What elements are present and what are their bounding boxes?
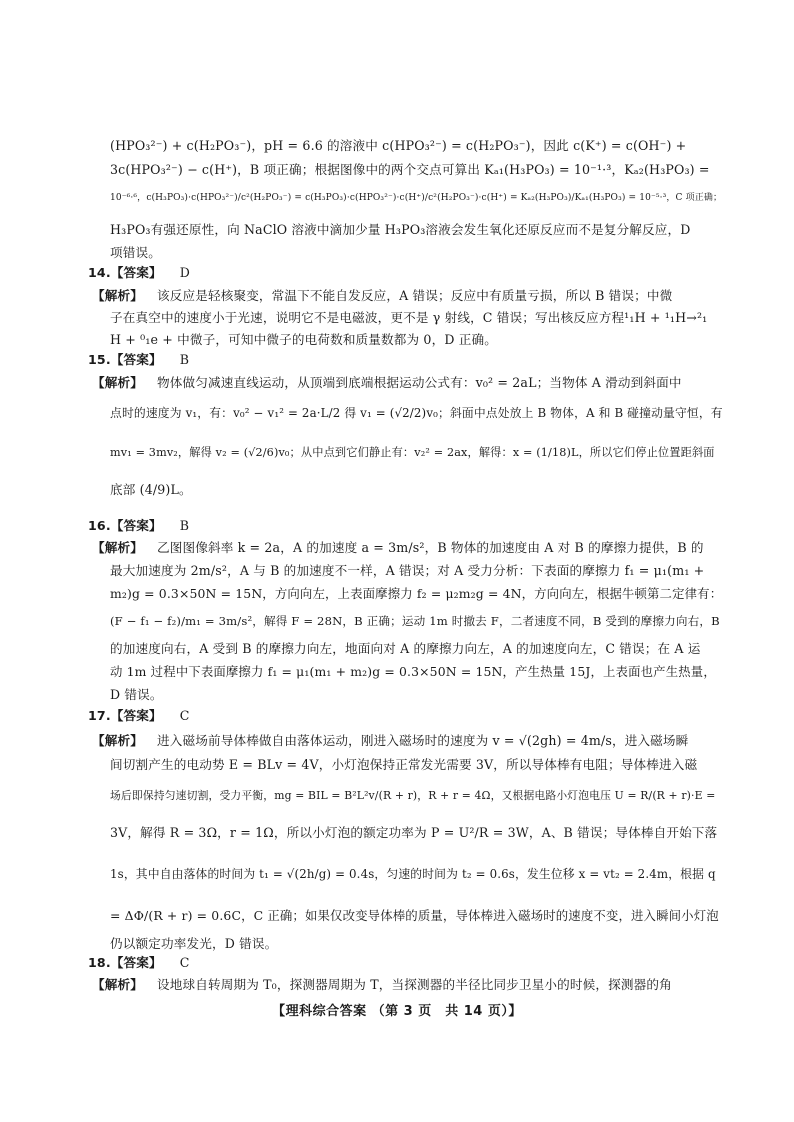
page-footer: 【理科综合答案 （第 3 页 共 14 页）】 — [272, 1004, 522, 1019]
continuation-line: (HPO₃²⁻) + c(H₂PO₃⁻)，pH = 6.6 的溶液中 c(HPO₃²⁻) = c(H₂PO₃⁻)，因此 c(K⁺) = c(OH⁻) + — [110, 138, 687, 153]
solution-line: 底部 (4/9)L。 — [110, 482, 192, 497]
continuation-line: 项错误。 — [110, 245, 161, 260]
answer-heading-17 — [88, 708, 688, 724]
solution-label: 【解析】 — [92, 540, 143, 555]
answer-heading-14 — [88, 265, 688, 281]
answer-label: 17.【答案】 — [88, 708, 162, 723]
solution-line: 的加速度向右，A 受到 B 的摩擦力向左，地面向对 A 的摩擦力向左，A 的加速度向左，C 错误；在 A 运 — [110, 641, 701, 656]
solution-line: H + ⁰₁e + 中微子，可知中微子的电荷数和质量数都为 0，D 正确。 — [110, 332, 497, 347]
answer-heading-15 — [88, 352, 688, 368]
solution-line: mv₁ = 3mv₂，解得 v₂ = (√2/6)v₀；从中点到它们静止有：v₂² = 2ax，解得：x = (1/18)L，所以它们停止位置距斜面 — [110, 446, 715, 459]
solution-line: 点时的速度为 v₁，有：v₀² − v₁² = 2a·L/2 得 v₁ = (√2/2)v₀；斜面中点处放上 B 物体，A 和 B 碰撞动量守恒，有 — [110, 406, 723, 420]
solution-line: 仍以额定功率发光，D 错误。 — [110, 936, 278, 951]
answer-label: 14.【答案】 — [88, 265, 162, 280]
solution-text: 设地球自转周期为 T₀，探测器周期为 T，当探测器的半径比同步卫星小的时候，探测器的角 — [156, 977, 672, 992]
solution-label: 【解析】 — [92, 375, 143, 390]
solution-text: 乙图图像斜率 k = 2a，A 的加速度 a = 3m/s²，B 物体的加速度由 A 对 B 的摩擦力提供，B 的 — [156, 540, 704, 555]
solution-text: 进入磁场前导体棒做自由落体运动，刚进入磁场时的速度为 v = √(2gh) = 4m/s，进入磁场瞬 — [156, 733, 689, 748]
answer-label: 18.【答案】 — [88, 955, 162, 970]
solution-line — [92, 733, 692, 749]
solution-line: 动 1m 过程中下表面摩擦力 f₁ = μ₁(m₁ + m₂)g = 0.3×50N = 15N，产生热量 15J，上表面也产生热量， — [110, 664, 716, 679]
continuation-line: 10⁻⁶·⁶，c(H₃PO₃)·c(HPO₃²⁻)/c²(H₂PO₃⁻) = c(H₃PO₃)·c(HPO₃²⁻)·c(H⁺)/c²(H₂PO₃⁻)·c(H⁺) = Kₐ₂(H₃PO₃)/Kₐ₁(H₃PO₃) = 10⁻⁵·³，C 项正确； — [110, 193, 723, 203]
solution-line: m₂)g = 0.3×50N = 15N，方向向左，上表面摩擦力 f₂ = μ₂m₂g = 4N，方向向左，根据牛顿第二定律有： — [110, 586, 723, 601]
solution-line: 子在真空中的速度小于光速，说明它不是电磁波，更不是 γ 射线，C 错误；写出核反应方程¹₁H + ¹₁H→²₁ — [110, 310, 708, 325]
answer-value: C — [179, 708, 190, 723]
solution-label: 【解析】 — [92, 288, 143, 303]
solution-line — [92, 375, 692, 391]
solution-line — [92, 288, 692, 304]
solution-line: 场后即保持匀速切割，受力平衡，mg = BIL = B²L²v/(R + r)，R + r = 4Ω，又根据电路小灯泡电压 U = R/(R + r)·E = — [110, 789, 716, 802]
answer-heading-18 — [88, 955, 688, 971]
solution-text: 该反应是轻核聚变，常温下不能自发反应，A 错误；反应中有质量亏损，所以 B 错误；中微 — [156, 288, 673, 303]
answer-value: B — [179, 518, 190, 533]
solution-line: D 错误。 — [110, 687, 163, 702]
solution-line: 间切割产生的电动势 E = BLv = 4V，小灯泡保持正常发光需要 3V，所以导体棒有电阻；导体棒进入磁 — [110, 757, 698, 772]
solution-label: 【解析】 — [92, 977, 143, 992]
continuation-line: H₃PO₃有强还原性，向 NaClO 溶液中滴加少量 H₃PO₃溶液会发生氧化还原反应而不是复分解反应，D — [110, 222, 691, 237]
solution-line — [92, 977, 692, 993]
solution-line: 最大加速度为 2m/s²，A 与 B 的加速度不一样，A 错误；对 A 受力分析：下表面的摩擦力 f₁ = μ₁(m₁ + — [110, 563, 705, 578]
answer-value: D — [179, 265, 190, 280]
solution-line — [92, 540, 704, 556]
answer-value: C — [179, 955, 190, 970]
answer-label: 15.【答案】 — [88, 352, 162, 367]
solution-line: 3V，解得 R = 3Ω，r = 1Ω，所以小灯泡的额定功率为 P = U²/R = 3W，A、B 错误；导体棒自开始下落 — [110, 825, 718, 840]
solution-line: (F − f₁ − f₂)/m₁ = 3m/s²，解得 F = 28N，B 正确；运动 1m 时撤去 F，二者速度不同，B 受到的摩擦力向右，B — [110, 614, 720, 628]
continuation-line: 3c(HPO₃²⁻) − c(H⁺)，B 项正确；根据图像中的两个交点可算出 Kₐ₁(H₃PO₃) = 10⁻¹·³，Kₐ₂(H₃PO₃) = — [110, 162, 710, 177]
solution-line: = ΔΦ/(R + r) = 0.6C，C 正确；如果仅改变导体棒的质量，导体棒进入磁场时的速度不变，进入瞬间小灯泡 — [110, 908, 719, 923]
answer-value: B — [179, 352, 190, 367]
answer-heading-16 — [88, 518, 688, 534]
solution-text: 物体做匀减速直线运动，从顶端到底端根据运动公式有：v₀² = 2aL；当物体 A 滑动到斜面中 — [156, 375, 682, 390]
solution-line: 1s，其中自由落体的时间为 t₁ = √(2h/g) = 0.4s，匀速的时间为 t₂ = 0.6s，发生位移 x = vt₂ = 2.4m，根据 q — [110, 867, 716, 881]
answer-label: 16.【答案】 — [88, 518, 162, 533]
solution-label: 【解析】 — [92, 733, 143, 748]
